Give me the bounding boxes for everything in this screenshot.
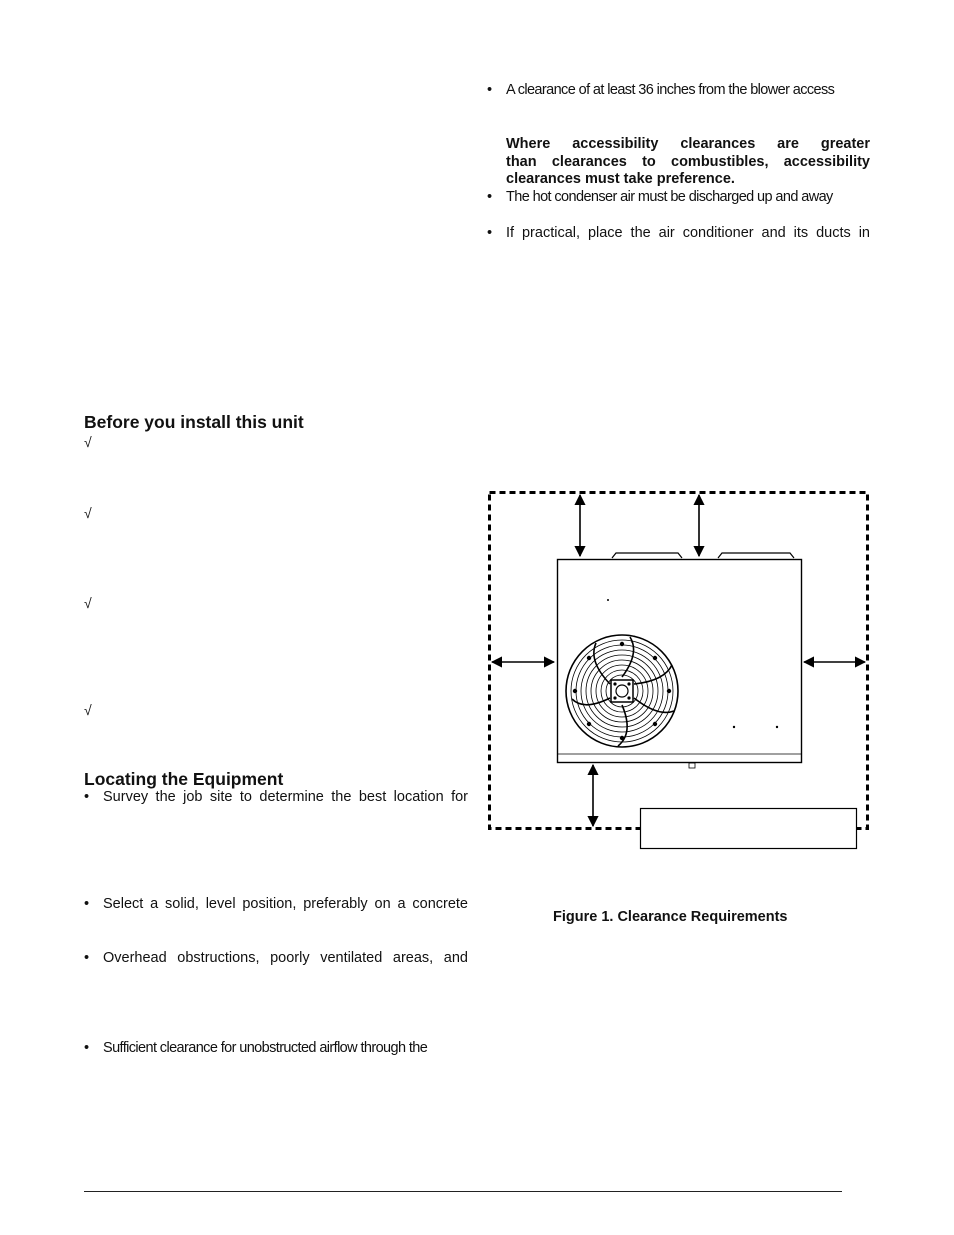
bullet-text: Sufficient clearance for unobstructed airflow through the [103,1040,428,1056]
bullet-text: Select a solid, level position, preferably on a concrete [103,896,468,912]
footer-rule [84,1191,842,1192]
check-mark: √ [84,702,92,718]
bullet-text: If practical, place the air conditioner and its ducts in [506,225,870,241]
check-mark: √ [84,434,92,450]
before-install-heading: Before you install this unit [84,412,304,432]
bullet-blower-clearance [506,82,834,99]
top-guard-right [718,553,794,558]
bullet-place-unit [506,225,870,242]
check-mark: √ [84,595,92,611]
clearance-diagram [480,484,880,860]
check-mark: √ [84,505,92,521]
bullet-text: Survey the job site to determine the best location for [103,789,468,805]
bullet-survey [103,789,468,806]
bullet-text: A clearance of at least 36 inches from the blower access [506,82,835,98]
bullet-text: Overhead obstructions, poorly ventilated areas, and [103,950,468,966]
top-guard-left [612,553,682,558]
accessibility-warning [506,136,870,189]
figure-caption: Figure 1. Clearance Requirements [553,909,788,925]
bullet-level-position [103,896,468,913]
warning-line-2: than clearances to combustibles, accessibility [506,153,870,170]
locating-heading: Locating the Equipment [84,769,284,789]
label-box [641,809,857,849]
bullet-airflow-clearance [103,1040,427,1057]
bullet-text: The hot condenser air must be discharged up and away [506,189,833,205]
bullet-hot-air [506,189,833,206]
warning-line-1: Where accessibility clearances are greater [506,136,870,152]
bullet-obstructions [103,950,468,967]
warning-line-3: clearances must take preference. [506,171,735,187]
